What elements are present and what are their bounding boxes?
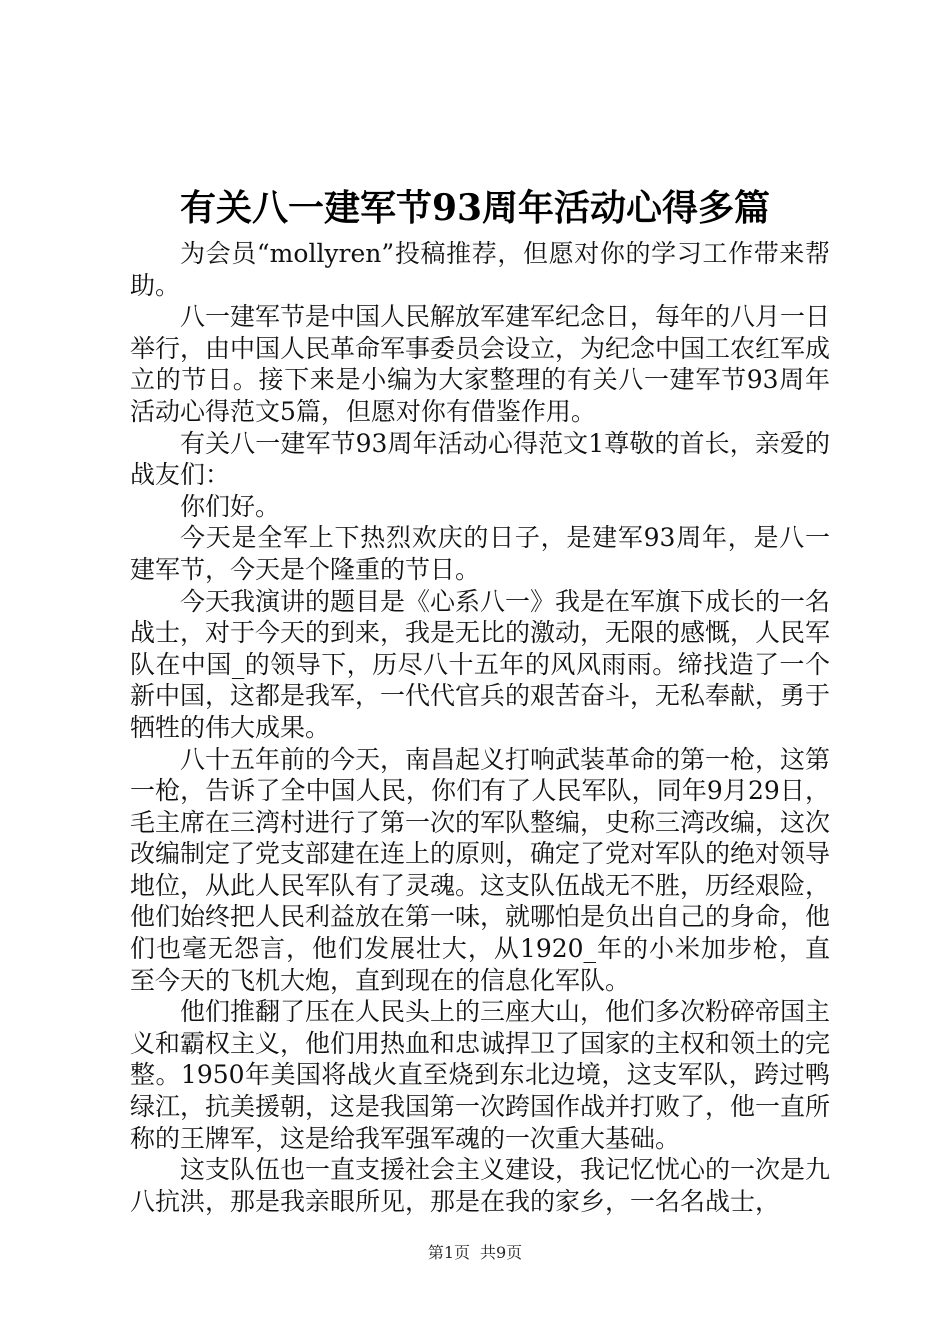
paragraph: 你们好。 (180, 491, 281, 521)
paragraph: 八十五年前的今天，南昌起义打响武装革命的第一枪，这第一枪，告诉了全中国人民，你们有了人民军队，同年9月29日，毛主席在三湾村进行了第一次的军队整编，史称三湾改编，这次改编制定了党支部建在连上的原则，确定了党对军队的绝对领导地位，从此人民军队有了灵魂。这支队伍战无不胜，历经艰险，他们始终把人民利益放在第一味，就哪怕是负出自己的身命，他们也毫无怨言，他们发展壮大，从1920_年的小米加步枪，直至今天的飞机大炮，直到现在的信息化军队。 (130, 744, 831, 995)
paragraph: 八一建军节是中国人民解放军建军纪念日，每年的八月一日举行，由中国人民革命军事委员会设立，为纪念中国工农红军成立的节日。接下来是小编为大家整理的有关八一建军节93周年活动心得范文5篇，但愿对你有借鉴作用。 (130, 302, 831, 426)
page-footer (0, 1242, 950, 1264)
page-number: 第1页 (427, 1243, 470, 1262)
document-title: 有关八一建军节93周年活动心得多篇 (179, 187, 771, 229)
paragraph: 为会员“mollyren”投稿推荐，但愿对你的学习工作带来帮助。 (130, 239, 830, 300)
paragraph: 有关八一建军节93周年活动心得范文1尊敬的首长，亲爱的战友们： (130, 428, 830, 490)
paragraph: 他们推翻了压在人民头上的三座大山，他们多次粉碎帝国主义和霸权主义，他们用热血和忠诚捍卫了国家的主权和领土的完整。1950年美国将战火直至烧到东北边境，这支军队，跨过鸭绿江，抗美援朝，这是我国第一次跨国作战并打败了，他一直所称的王牌军，这是给我军强军魂的一次重大基础。 (130, 997, 831, 1153)
document-body (130, 238, 830, 1217)
page-total: 共9页 (480, 1243, 523, 1262)
paragraph: 今天是全军上下热烈欢庆的日子，是建军93周年，是八一建军节，今天是个隆重的节日。 (130, 523, 830, 584)
paragraph: 今天我演讲的题目是《心系八一》我是在军旗下成长的一名战士，对于今天的到来，我是无比的激动，无限的感慨，人民军队在中国_的领导下，历尽八十五年的风风雨雨。缔找造了一个新中国，这都是我军，一代代官兵的艰苦奋斗，无私奉献，勇于牺牲的伟大成果。 (130, 586, 831, 742)
paragraph: 这支队伍也一直支援社会主义建设，我记忆忧心的一次是九八抗洪，那是我亲眼所见，那是在我的家乡，一名名战士， (130, 1155, 831, 1216)
